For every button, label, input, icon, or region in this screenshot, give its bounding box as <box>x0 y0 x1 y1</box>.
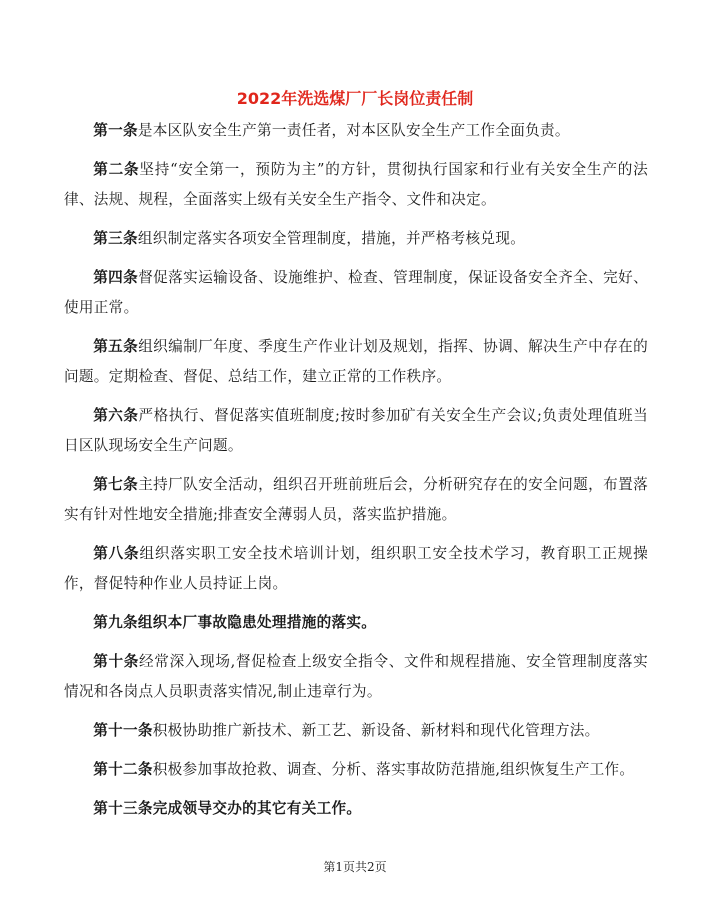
article-text: 主持厂队安全活动，组织召开班前班后会，分析研究存在的安全问题，布置落实有针对性地安全措施;排查安全薄弱人员，落实监护措施。 <box>64 476 649 523</box>
article-text: 组织落实职工安全技术培训计划，组织职工安全技术学习，教育职工正规操作，督促特种作业人员持证上岗。 <box>64 545 648 592</box>
article-12 <box>64 755 648 785</box>
article-number: 第八条 <box>93 545 140 562</box>
article-number: 第十一条 <box>93 722 153 739</box>
article-text: 坚持“安全第一，预防为主”的方针，贯彻执行国家和行业有关安全生产的法律、法规、规程，全面落实上级有关安全生产指令、文件和决定。 <box>64 161 648 208</box>
article-text: 积极协助推广新技术、新工艺、新设备、新材料和现代化管理方法。 <box>152 722 600 739</box>
article-6 <box>64 401 648 461</box>
article-text: 完成领导交办的其它有关工作。 <box>152 800 362 817</box>
article-text: 组织编制厂年度、季度生产作业计划及规划，指挥、协调、解决生产中存在的问题。定期检查、督促、总结工作，建立正常的工作秩序。 <box>64 338 649 385</box>
document-title: 2022年洗选煤厂厂长岗位责任制 <box>236 89 474 108</box>
article-number: 第十条 <box>93 653 140 670</box>
article-8 <box>64 539 648 599</box>
article-text: 经常深入现场,督促检查上级安全指令、文件和规程措施、安全管理制度落实情况和各岗点人员职责落实情况,制止违章行为。 <box>64 653 648 700</box>
article-2 <box>64 155 648 215</box>
article-number: 第十二条 <box>93 761 153 778</box>
article-number: 第四条 <box>93 269 139 286</box>
article-text: 督促落实运输设备、设施维护、检查、管理制度，保证设备安全齐全、完好、使用正常。 <box>64 269 649 316</box>
article-number: 第三条 <box>93 230 138 247</box>
article-text: 组织制定落实各项安全管理制度，措施，并严格考核兑现。 <box>137 230 526 247</box>
document-body <box>64 116 648 833</box>
article-1 <box>64 116 648 146</box>
article-number: 第九条 <box>93 614 138 631</box>
article-number: 第七条 <box>93 476 139 493</box>
article-9 <box>64 608 648 638</box>
article-text: 是本区队安全生产第一责任者，对本区队安全生产工作全面负责。 <box>137 122 570 139</box>
page-number-footer: 第1页共2页 <box>323 860 387 874</box>
article-4 <box>64 263 648 323</box>
article-5 <box>64 332 648 392</box>
article-number: 第十三条 <box>93 800 153 817</box>
article-text: 积极参加事故抢救、调查、分析、落实事故防范措施,组织恢复生产工作。 <box>152 761 635 778</box>
article-text: 组织本厂事故隐患处理措施的落实。 <box>137 614 377 631</box>
article-11 <box>64 716 648 746</box>
article-number: 第二条 <box>93 161 140 178</box>
article-text: 严格执行、督促落实值班制度;按时参加矿有关安全生产会议;负责处理值班当日区队现场安全生产问题。 <box>64 407 649 454</box>
article-number: 第五条 <box>93 338 139 355</box>
article-number: 第六条 <box>93 407 139 424</box>
article-3 <box>64 224 648 254</box>
article-7 <box>64 470 648 530</box>
article-13 <box>64 794 648 824</box>
article-10 <box>64 647 648 707</box>
article-number: 第一条 <box>93 122 138 139</box>
